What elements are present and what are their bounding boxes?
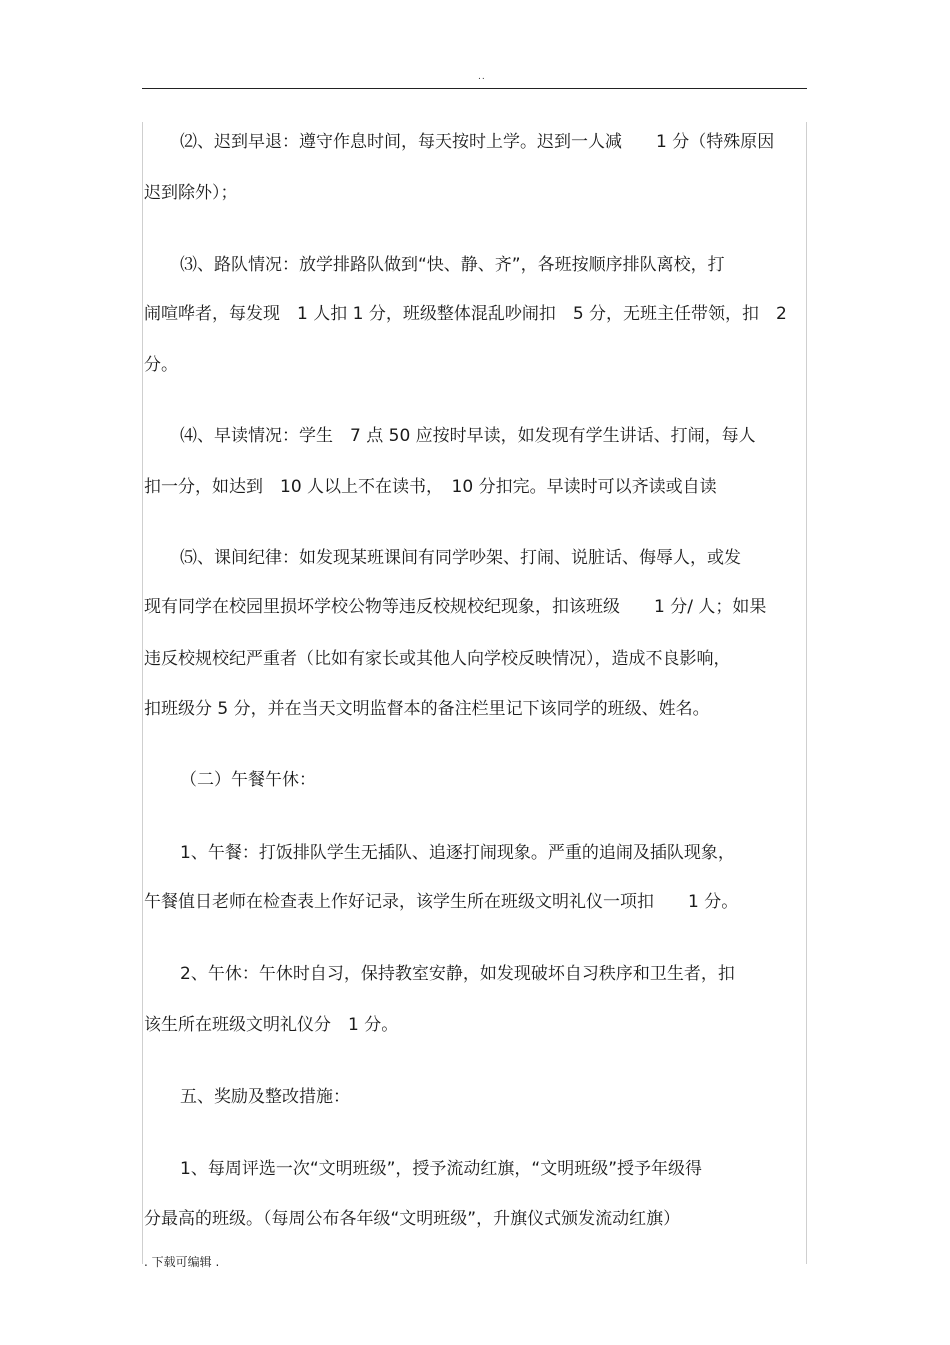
text-line: 违反校规校纪严重者（比如有家长或其他人向学校反映情况），造成不良影响， [144,649,731,669]
text-line: 1、午餐：打饭排队学生无插队、追逐打闹现象。严重的追闹及插队现象， [180,843,735,863]
footer-text: . 下载可编辑 . [144,1255,220,1269]
header-mark: .. [478,72,486,82]
text-line: 扣班级分 5 分，并在当天文明监督本的备注栏里记下该同学的班级、姓名。 [144,699,710,719]
text-line: 闹喧哗者，每发现 1 人扣 1 分，班级整体混乱吵闹扣 5 分，无班主任带领，扣 2 [144,304,787,324]
section-heading: （二）午餐午休： [180,770,316,790]
text-line: ⑶、路队情况：放学排路队做到“快、静、齐”，各班按顺序排队离校，打 [180,255,725,275]
text-line: 该生所在班级文明礼仪分 1 分。 [144,1015,399,1035]
section-heading: 五、奖励及整改措施： [180,1087,350,1107]
text-line: ⑸、课间纪律：如发现某班课间有同学吵架、打闹、说脏话、侮辱人，或发 [180,548,741,568]
text-line: 分最高的班级。（每周公布各年级“文明班级”，升旗仪式颁发流动红旗） [144,1209,681,1229]
header-rule [142,88,807,89]
text-line: ⑵、迟到早退：遵守作息时间，每天按时上学。迟到一人减 1 分（特殊原因 [180,132,775,152]
text-line: 2、午休：午休时自习，保持教室安静，如发现破坏自习秩序和卫生者，扣 [180,964,735,984]
text-line: 1、每周评选一次“文明班级”，授予流动红旗，“文明班级”授予年级得 [180,1159,703,1179]
text-line: 现有同学在校园里损坏学校公物等违反校规校纪现象，扣该班级 1 分/ 人；如果 [144,597,767,617]
text-line: ⑷、早读情况：学生 7 点 50 应按时早读，如发现有学生讲话、打闹，每人 [180,426,756,446]
page-frame-left [142,122,143,1264]
text-line: 分。 [144,355,178,375]
text-line: 午餐值日老师在检查表上作好记录，该学生所在班级文明礼仪一项扣 1 分。 [144,892,739,912]
page-frame-right [806,122,807,1264]
text-line: 迟到除外）； [144,183,238,203]
text-line: 扣一分，如达到 10 人以上不在读书， 10 分扣完。早读时可以齐读或自读 [144,477,717,497]
